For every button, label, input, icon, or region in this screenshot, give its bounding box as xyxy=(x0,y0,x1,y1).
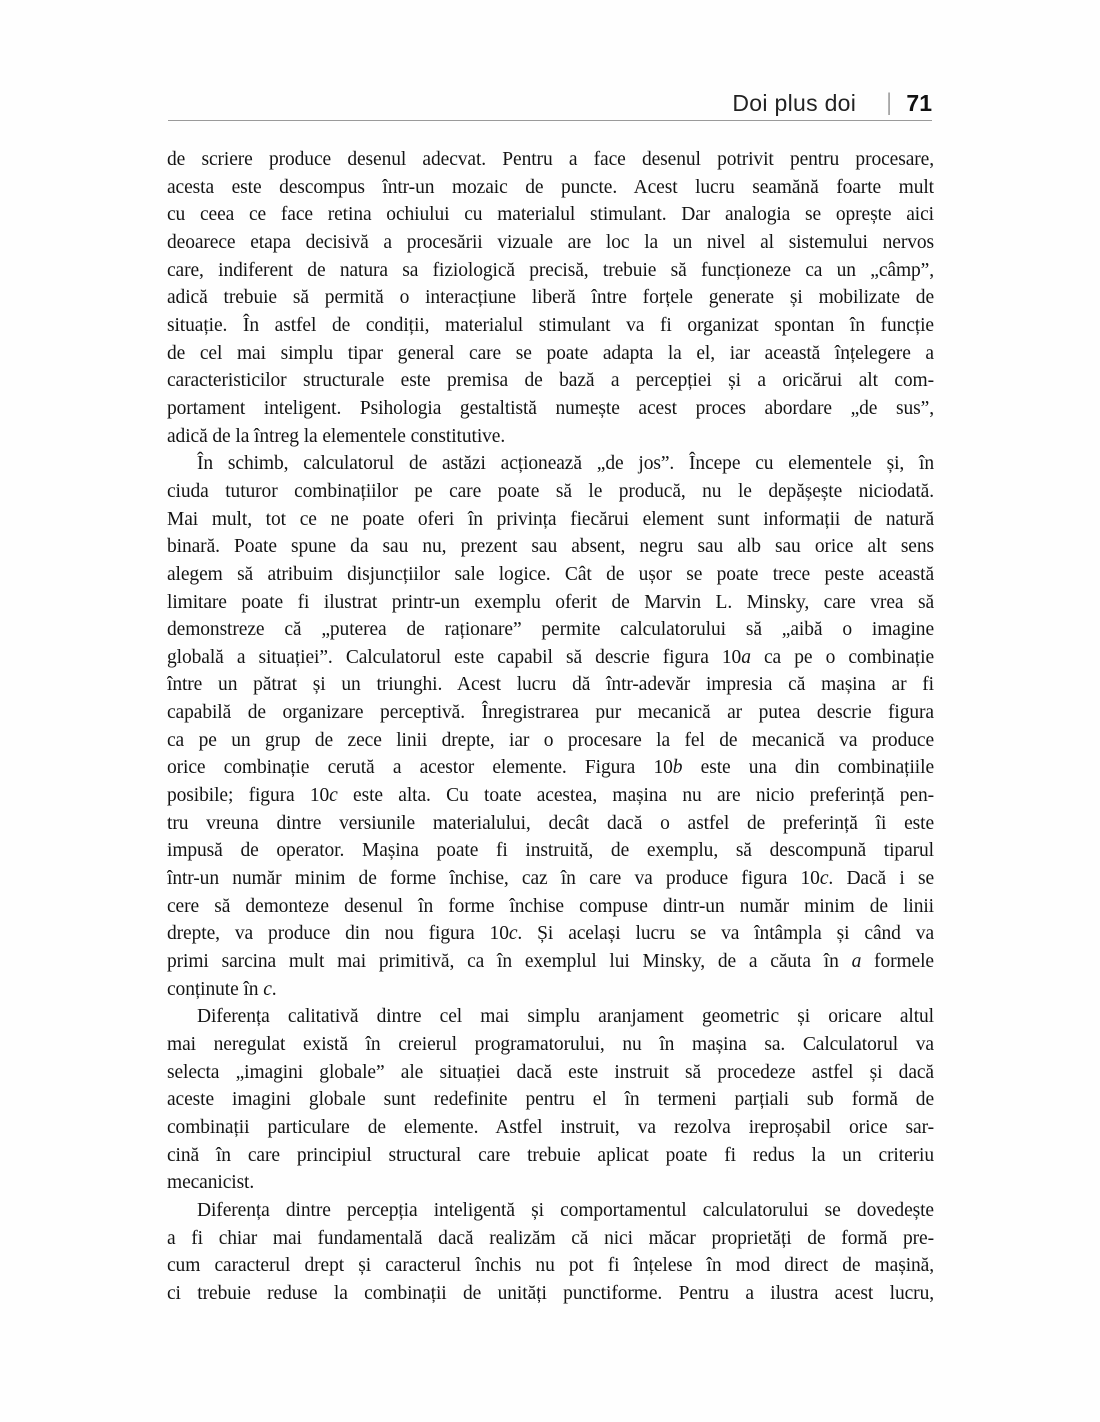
running-head-title: Doi plus doi xyxy=(732,89,857,116)
text-run: a fi chiar mai fundamentală dacă realizăm că nici măcar proprietăți de formă pre- xyxy=(167,1227,934,1249)
figure-reference: c xyxy=(819,868,829,890)
text-line xyxy=(167,1086,934,1114)
text-line xyxy=(167,395,934,423)
text-line xyxy=(167,561,934,589)
text-run: . Și același lucru se va întâmpla și când va xyxy=(517,923,934,945)
text-line xyxy=(167,1142,934,1170)
text-line xyxy=(167,1280,934,1308)
text-run: . Dacă i se xyxy=(828,868,934,890)
text-run: deoarece etapa decisivă a procesării vizuale are loc la un nivel al sistemului nervos xyxy=(167,231,934,253)
text-run: binară. Poate spune da sau nu, prezent sau absent, negru sau alb sau orice alt sens xyxy=(167,536,934,558)
text-line xyxy=(167,312,934,340)
text-line xyxy=(167,754,934,782)
text-line xyxy=(167,1197,934,1225)
text-line xyxy=(167,727,934,755)
text-line xyxy=(167,1059,934,1087)
text-run: adică de la întreg la elementele constitutive. xyxy=(167,425,506,447)
text-run: aceste imagini globale sunt redefinite pentru el în termeni parțiali sub formă de xyxy=(167,1089,934,1111)
text-run: de scriere produce desenul adecvat. Pentru a face desenul potrivit pentru procesare, xyxy=(167,149,934,170)
figure-reference: b xyxy=(672,757,683,779)
header-divider-bar: | xyxy=(887,89,892,116)
text-run: ciuda tuturor combinațiilor pe care poate să le producă, nu le depășește niciodată. xyxy=(167,480,934,502)
text-run: ci trebuie reduse la combinații de unități punctiforme. Pentru a ilustra acest lucru, xyxy=(167,1282,934,1304)
text-line xyxy=(167,699,934,727)
text-run: formele xyxy=(861,951,934,973)
text-run: mecanicist. xyxy=(167,1172,255,1194)
text-line xyxy=(167,671,934,699)
text-run: demonstreze că „puterea de raționare” permite calculatorului să „aibă o imagine xyxy=(167,619,934,641)
text-line xyxy=(167,1225,934,1253)
text-run: cu ceea ce face retina ochiului cu materialul stimulant. Dar analogia se oprește aici xyxy=(167,204,934,226)
text-line xyxy=(167,450,934,478)
text-run: combinații particulare de elemente. Astfel instruit, va rezolva ireproșabil orice sar- xyxy=(167,1116,934,1138)
text-run: posibile; figura 10 xyxy=(167,785,330,807)
figure-reference: a xyxy=(741,646,751,668)
text-line xyxy=(167,1031,934,1059)
page-body xyxy=(167,146,934,1308)
text-run: . xyxy=(271,978,277,1000)
text-line xyxy=(167,174,934,202)
text-run: cere să demonteze desenul în forme închise compuse dintr-un număr minim de linii xyxy=(167,895,934,917)
text-line xyxy=(167,257,934,285)
text-run: selecta „imagini globale” ale situației dacă este instruit să procedeze astfel și dacă xyxy=(167,1061,934,1083)
text-line xyxy=(167,893,934,921)
text-run: ca pe un grup de zece linii drepte, iar o procesare la fel de mecanică va produce xyxy=(167,729,934,751)
text-run: ca pe o combinație xyxy=(750,646,934,668)
text-line xyxy=(167,948,934,976)
page-header xyxy=(168,88,932,118)
text-run: orice combinație cerută a acestor elemente. Figura 10 xyxy=(167,757,673,779)
figure-reference: c xyxy=(263,978,272,1000)
text-run: primi sarcina mult mai primitivă, ca în exemplul lui Minsky, de a căuta în xyxy=(167,951,852,973)
text-line xyxy=(167,533,934,561)
text-run: cum caracterul drept și caracterul închis nu pot fi înțelese în mod direct de mașină, xyxy=(167,1255,934,1277)
text-line xyxy=(167,1003,934,1031)
text-run: acesta este descompus într-un mozaic de puncte. Acest lucru seamănă foarte mult xyxy=(167,176,934,198)
text-run: situație. În astfel de condiții, materialul stimulant va fi organizat spontan în funcție xyxy=(167,314,934,336)
figure-reference: c xyxy=(329,785,338,807)
text-run: de cel mai simplu tipar general care se poate adapta la el, iar această înțelegere a xyxy=(167,342,934,364)
text-run: Diferența calitativă dintre cel mai simplu aranjament geometric și oricare altul xyxy=(197,1006,934,1028)
text-run: În schimb, calculatorul de astăzi acționează „de jos”. Începe cu elementele și, în xyxy=(197,453,934,475)
text-line xyxy=(167,340,934,368)
text-line xyxy=(167,1252,934,1280)
text-line xyxy=(167,616,934,644)
text-line xyxy=(167,229,934,257)
text-line xyxy=(167,423,934,451)
text-run: impusă de operator. Mașina poate fi instruită, de exemplu, să descompună tiparul xyxy=(167,840,934,862)
text-line xyxy=(167,589,934,617)
text-run: alegem să atribuim disjuncțiilor sale logice. Cât de ușor se poate trece peste această xyxy=(167,563,934,585)
text-run: Mai mult, tot ce ne poate oferi în privința fiecărui element sunt informații de natură xyxy=(167,508,934,530)
text-run: adică trebuie să permită o interacțiune liberă între forțele generate și mobilizate de xyxy=(167,287,934,309)
figure-reference: c xyxy=(508,923,518,945)
text-line xyxy=(167,478,934,506)
text-line xyxy=(167,644,934,672)
text-run: portament inteligent. Psihologia gestaltistă numește acest proces abordare „de sus”, xyxy=(167,397,934,419)
text-run: este alta. Cu toate acestea, mașina nu are nicio preferință pen- xyxy=(337,785,934,807)
text-line xyxy=(167,810,934,838)
text-run: este una din combinațiile xyxy=(682,757,934,779)
text-run: conținute în xyxy=(167,978,264,1000)
text-run: drepte, va produce din nou figura 10 xyxy=(167,923,509,945)
text-run: Diferența dintre percepția inteligentă și comportamentul calculatorului se dovedește xyxy=(197,1199,934,1221)
text-line xyxy=(167,837,934,865)
figure-reference: a xyxy=(851,951,862,973)
text-run: cină în care principiul structural care trebuie aplicat poate fi redus la un criteriu xyxy=(167,1144,934,1166)
text-run: globală a situației”. Calculatorul este capabil să descrie figura 10 xyxy=(167,646,742,668)
text-line xyxy=(167,920,934,948)
text-line xyxy=(167,1114,934,1142)
text-run: caracteristicilor structurale este premisa de bază a percepției și a oricărui alt com- xyxy=(167,370,934,392)
text-line xyxy=(167,201,934,229)
text-run: capabilă de organizare perceptivă. Înregistrarea pur mecanică ar putea descrie figura xyxy=(167,702,934,724)
header-rule xyxy=(168,120,932,121)
text-line xyxy=(167,506,934,534)
text-line xyxy=(167,284,934,312)
text-line xyxy=(167,976,934,1004)
text-run: într-un număr minim de forme închise, caz în care va produce figura 10 xyxy=(167,868,820,890)
text-run: care, indiferent de natura sa fiziologică precisă, trebuie să funcționeze ca un „câmp”, xyxy=(167,259,934,281)
text-line xyxy=(167,1169,934,1197)
text-line xyxy=(167,782,934,810)
text-run: limitare poate fi ilustrat printr-un exemplu oferit de Marvin L. Minsky, care vrea să xyxy=(167,591,934,613)
text-line xyxy=(167,865,934,893)
text-line xyxy=(167,146,934,174)
text-line xyxy=(167,367,934,395)
page-number: 71 xyxy=(906,89,932,116)
text-run: tru vreuna dintre versiunile materialului, decât dacă o astfel de preferință îi este xyxy=(167,812,934,834)
text-run: între un pătrat și un triunghi. Acest lucru dă într-adevăr impresia că mașina ar fi xyxy=(167,674,934,696)
text-run: mai neregulat există în creierul programatorului, nu în mașina sa. Calculatorul va xyxy=(167,1034,934,1055)
